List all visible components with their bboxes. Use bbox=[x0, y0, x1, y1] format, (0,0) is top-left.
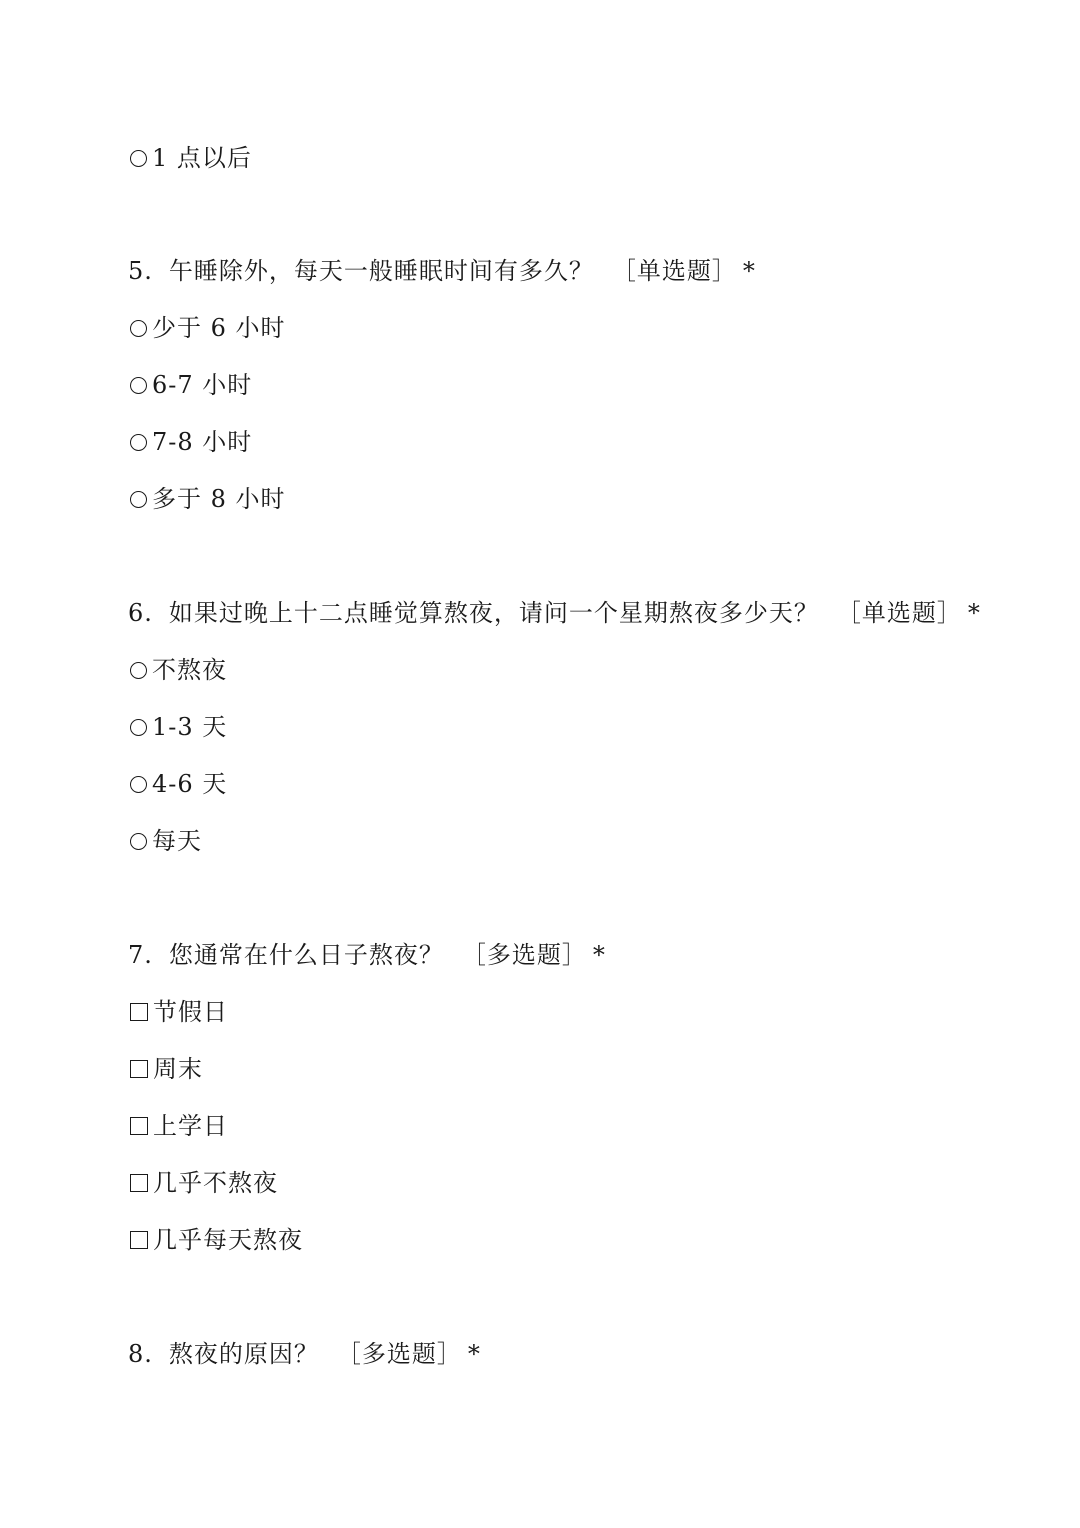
q7-option-3[interactable] bbox=[128, 1110, 228, 1142]
question-text: 您通常在什么日子熬夜？ bbox=[168, 941, 444, 969]
option-label: 4-6 天 bbox=[152, 770, 228, 798]
option-label: 上学日 bbox=[153, 1112, 228, 1140]
q5-option-3[interactable] bbox=[128, 426, 252, 458]
option-label: 几乎不熬夜 bbox=[153, 1169, 278, 1197]
question-text: 熬夜的原因？ bbox=[168, 1340, 319, 1368]
required-marker: * bbox=[742, 257, 756, 285]
question-text: 午睡除外，每天一般睡眠时间有多久？ bbox=[168, 257, 594, 285]
checkbox-icon[interactable] bbox=[130, 1003, 148, 1021]
radio-icon[interactable] bbox=[130, 434, 147, 451]
question-type: ［单选题］ bbox=[611, 257, 737, 285]
question-6-title bbox=[128, 597, 981, 629]
option-label: 6-7 小时 bbox=[152, 371, 253, 399]
question-type: ［单选题］ bbox=[836, 599, 962, 627]
question-7-title bbox=[128, 939, 606, 971]
required-marker: * bbox=[967, 599, 981, 627]
option-label: 节假日 bbox=[153, 998, 228, 1026]
q6-option-2[interactable] bbox=[128, 711, 227, 743]
question-number: 6. bbox=[128, 599, 153, 627]
radio-icon[interactable] bbox=[130, 719, 147, 736]
question-number: 7. bbox=[128, 941, 153, 969]
question-number: 8. bbox=[128, 1340, 153, 1368]
question-type: ［多选题］ bbox=[336, 1340, 462, 1368]
q6-option-4[interactable] bbox=[128, 825, 202, 857]
required-marker: * bbox=[467, 1340, 481, 1368]
option-label: 少于 6 小时 bbox=[152, 314, 286, 342]
question-type: ［多选题］ bbox=[461, 941, 587, 969]
q6-option-1[interactable] bbox=[128, 654, 227, 686]
checkbox-icon[interactable] bbox=[130, 1060, 148, 1078]
checkbox-icon[interactable] bbox=[130, 1174, 148, 1192]
radio-icon[interactable] bbox=[130, 150, 147, 167]
option-label: 1 点以后 bbox=[152, 144, 252, 172]
q6-option-3[interactable] bbox=[128, 768, 227, 800]
option-label: 每天 bbox=[152, 827, 202, 855]
q5-option-1[interactable] bbox=[128, 312, 286, 344]
question-5-title bbox=[128, 255, 756, 287]
radio-icon[interactable] bbox=[130, 377, 147, 394]
question-number: 5. bbox=[128, 257, 153, 285]
q4-option-after-1am[interactable] bbox=[128, 142, 252, 174]
option-label: 周末 bbox=[153, 1055, 203, 1083]
question-text: 如果过晚上十二点睡觉算熬夜，请问一个星期熬夜多少天？ bbox=[168, 599, 819, 627]
radio-icon[interactable] bbox=[130, 833, 147, 850]
q7-option-1[interactable] bbox=[128, 996, 228, 1028]
q7-option-5[interactable] bbox=[128, 1224, 303, 1256]
option-label: 1-3 天 bbox=[152, 713, 228, 741]
question-8-title bbox=[128, 1338, 481, 1370]
option-label: 几乎每天熬夜 bbox=[153, 1226, 303, 1254]
q7-option-2[interactable] bbox=[128, 1053, 203, 1085]
radio-icon[interactable] bbox=[130, 662, 147, 679]
checkbox-icon[interactable] bbox=[130, 1231, 148, 1249]
radio-icon[interactable] bbox=[130, 776, 147, 793]
checkbox-icon[interactable] bbox=[130, 1117, 148, 1135]
radio-icon[interactable] bbox=[130, 320, 147, 337]
q5-option-2[interactable] bbox=[128, 369, 252, 401]
option-label: 7-8 小时 bbox=[152, 428, 253, 456]
option-label: 多于 8 小时 bbox=[152, 485, 286, 513]
option-label: 不熬夜 bbox=[152, 656, 227, 684]
q5-option-4[interactable] bbox=[128, 483, 286, 515]
radio-icon[interactable] bbox=[130, 491, 147, 508]
q7-option-4[interactable] bbox=[128, 1167, 278, 1199]
required-marker: * bbox=[592, 941, 606, 969]
